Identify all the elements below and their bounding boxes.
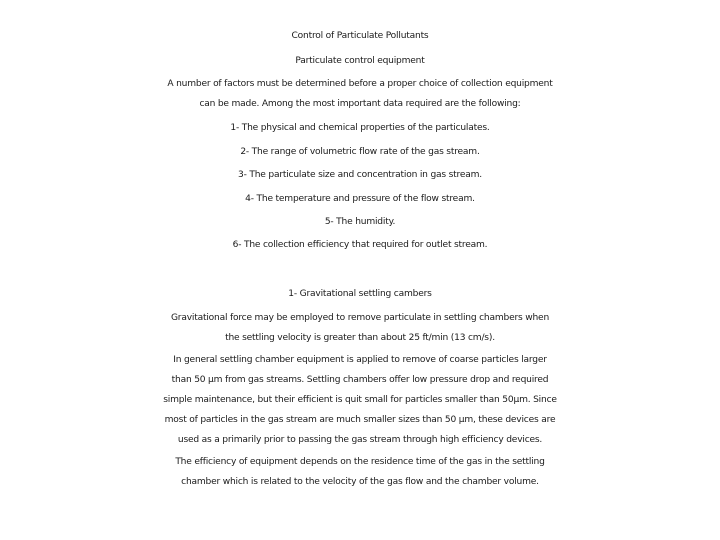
body-text-line: most of particles in the gas stream are much smaller sizes than 50 µm, these devices are: [164, 415, 556, 425]
intro-text-line: can be made. Among the most important data required are the following:: [199, 99, 521, 109]
document-title: Control of Particulate Pollutants: [291, 31, 429, 41]
factor-list-item: 6- The collection efficiency that required for outlet stream.: [232, 240, 488, 250]
intro-text-line: A number of factors must be determined before a proper choice of collection equipment: [167, 79, 553, 89]
factor-list-item: 4- The temperature and pressure of the flow stream.: [245, 194, 475, 204]
body-text-line: chamber which is related to the velocity of the gas flow and the chamber volume.: [181, 477, 539, 487]
body-text-line: than 50 µm from gas streams. Settling chambers offer low pressure drop and required: [171, 375, 549, 385]
factor-list-item: 5- The humidity.: [324, 217, 396, 227]
factor-list-item: 3- The particulate size and concentration in gas stream.: [238, 170, 482, 180]
body-text-line: used as a primarily prior to passing the gas stream through high efficiency devices.: [177, 435, 543, 445]
body-text-line: The efficiency of equipment depends on the residence time of the gas in the settling: [175, 457, 545, 467]
body-text-line: In general settling chamber equipment is applied to remove of coarse particles larger: [173, 355, 547, 365]
factor-list-item: 2- The range of volumetric flow rate of the gas stream.: [240, 147, 480, 157]
body-text-line: simple maintenance, but their efficient is quit small for particles smaller than 50µm. Since: [163, 395, 557, 405]
document-subtitle: Particulate control equipment: [295, 56, 425, 66]
section-heading: 1- Gravitational settling cambers: [288, 289, 432, 299]
factor-list-item: 1- The physical and chemical properties of the particulates.: [230, 123, 490, 133]
body-text-line: the settling velocity is greater than about 25 ft/min (13 cm/s).: [225, 333, 495, 343]
body-text-line: Gravitational force may be employed to remove particulate in settling chambers when: [170, 313, 550, 323]
